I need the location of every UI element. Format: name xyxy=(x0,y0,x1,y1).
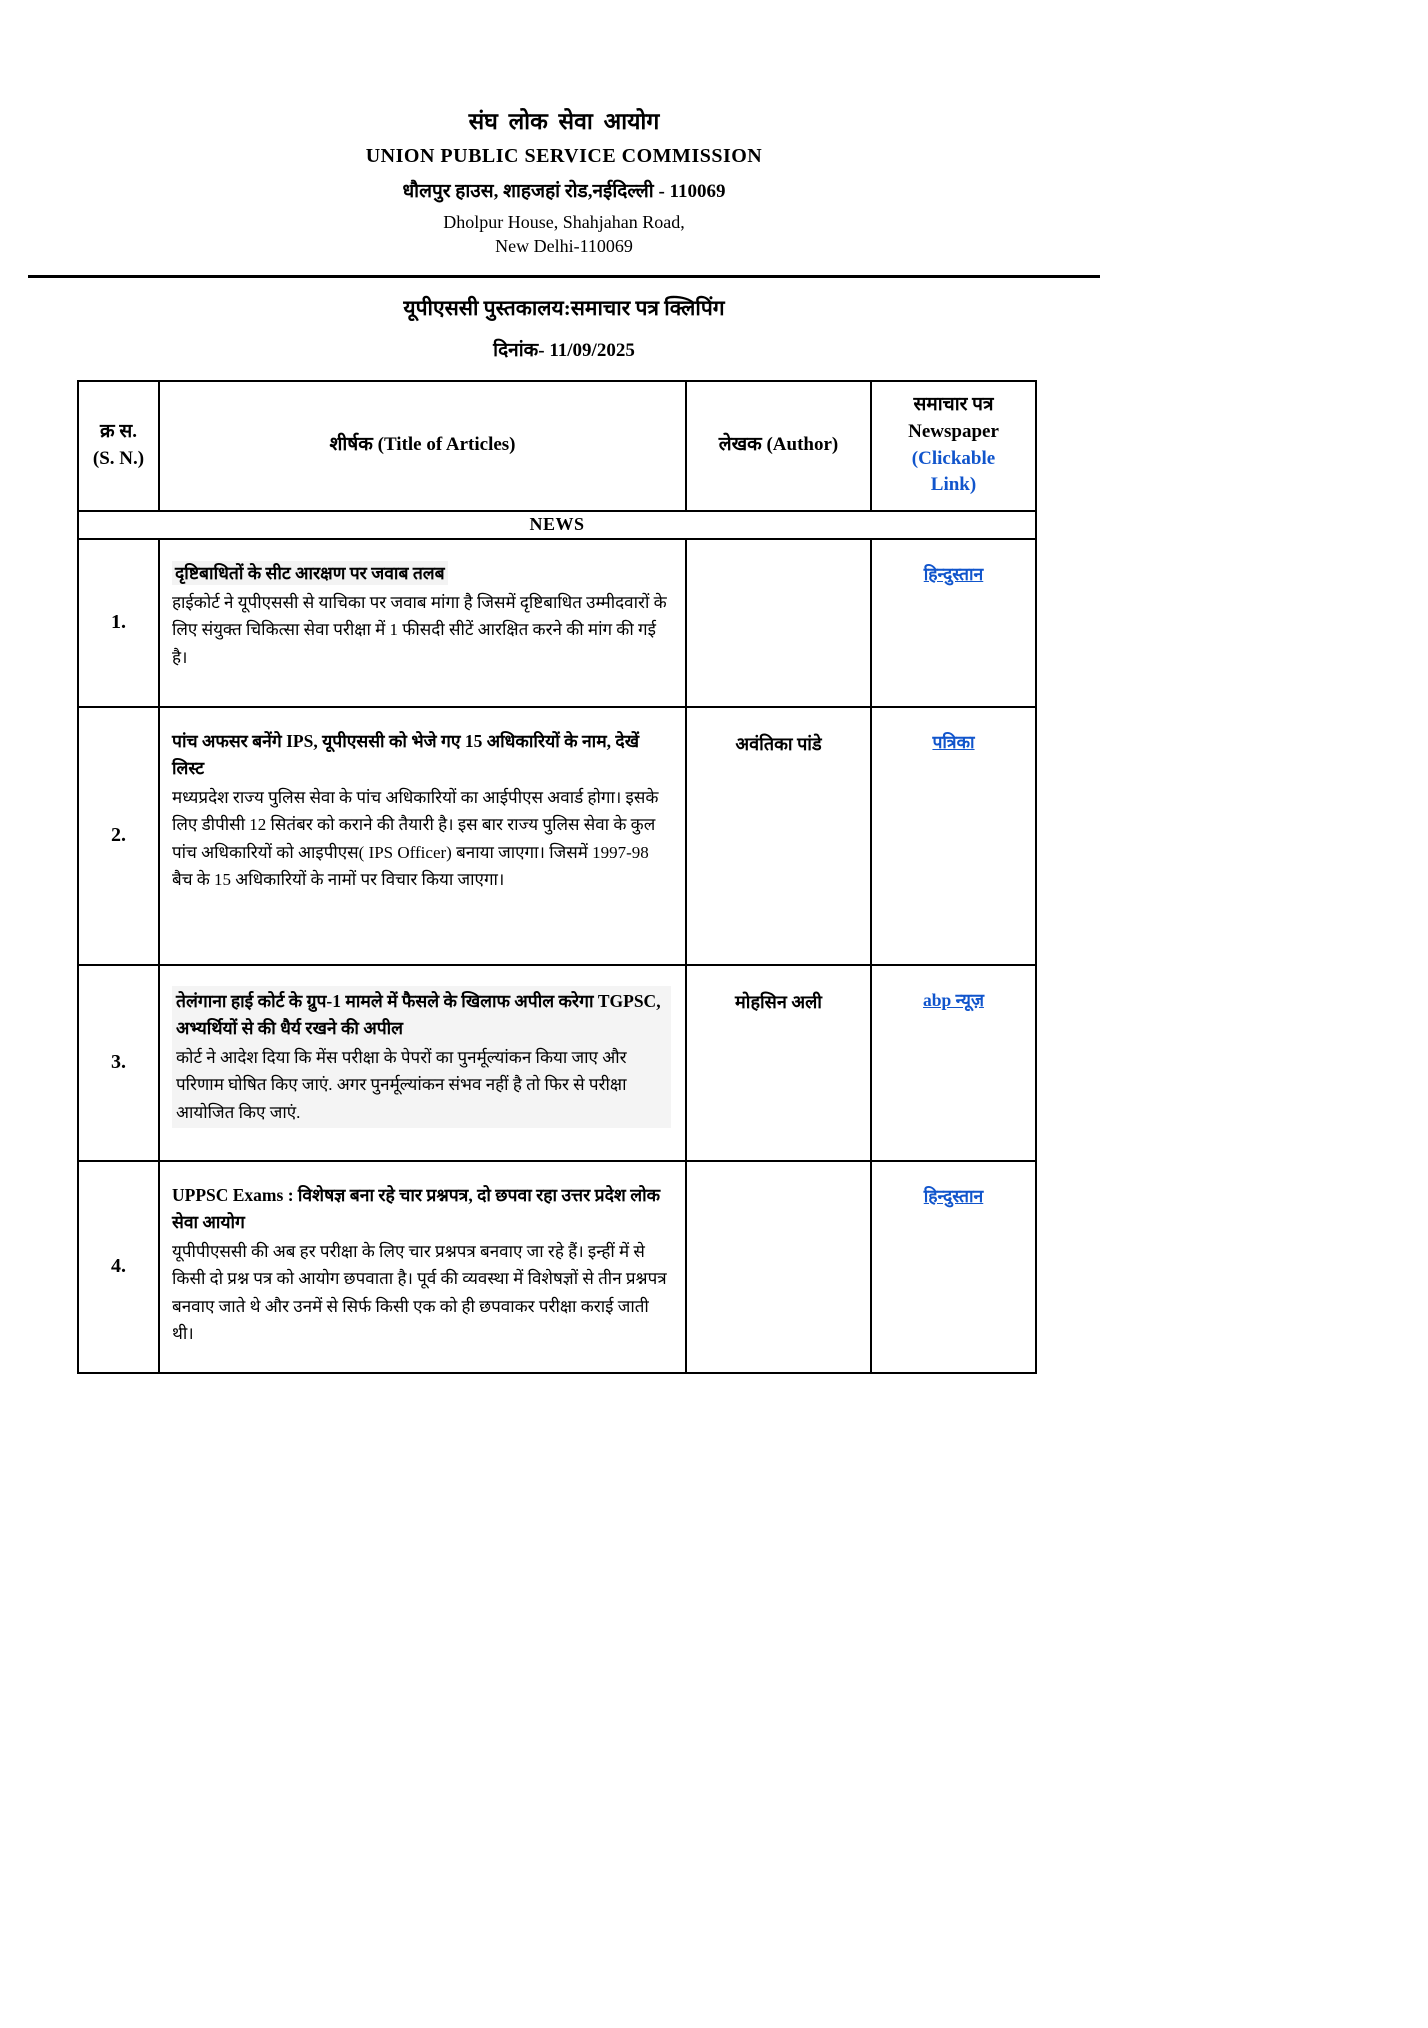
col-header-title: शीर्षक (Title of Articles) xyxy=(159,381,686,511)
article-row-2 xyxy=(78,707,1036,965)
address-hindi: धौलपुर हाउस, शाहजहां रोड,नईदिल्ली - 110069 xyxy=(402,181,726,202)
section-header-news: NEWS xyxy=(78,511,1036,539)
divider-line xyxy=(28,275,1100,278)
serial-number: 3. xyxy=(78,965,159,1161)
newspaper-link[interactable]: पत्रिका xyxy=(932,731,975,752)
serial-number: 4. xyxy=(78,1161,159,1373)
address-english-line1: Dholpur House, Shahjahan Road, xyxy=(443,212,685,232)
col-header-serial xyxy=(78,381,159,511)
col-header-author: लेखक (Author) xyxy=(686,381,871,511)
article-author xyxy=(686,539,871,707)
article-row-4 xyxy=(78,1161,1036,1373)
newspaper-link[interactable]: हिन्दुस्तान xyxy=(923,563,984,584)
article-title: UPPSC Exams : विशेषज्ञ बना रहे चार प्रश्नपत्र, दो छपवा रहा उत्तर प्रदेश लोक सेवा आयोग xyxy=(172,1184,661,1232)
col-header-newspaper xyxy=(871,381,1036,511)
article-summary: हाईकोर्ट ने यूपीएससी से याचिका पर जवाब मांगा है जिसमें दृष्टिबाधित उम्मीदवारों के लिए संयुक्त चिकित्सा सेवा परीक्षा में 1 फीसदी सीटें आरक्षित करने की मांग की गई है। xyxy=(172,592,667,667)
article-row-1 xyxy=(78,539,1036,707)
article-title: पांच अफसर बनेंगे IPS, यूपीएससी को भेजे गए 15 अधिकारियों के नाम, देखें लिस्ट xyxy=(172,730,640,778)
article-author: अवंतिका पांडे xyxy=(686,707,871,965)
newspaper-link[interactable]: हिन्दुस्तान xyxy=(923,1185,984,1206)
col-header-serial-hindi: क्र स. xyxy=(100,421,137,442)
col-header-clickable-link-note: (Clickable Link) xyxy=(911,447,996,496)
article-author: मोहसिन अली xyxy=(686,965,871,1161)
org-name-hindi: संघ लोक सेवा आयोग xyxy=(468,109,660,134)
article-row-3 xyxy=(78,965,1036,1161)
article-title: तेलंगाना हाई कोर्ट के ग्रुप-1 मामले में फैसले के खिलाफ अपील करेगा TGPSC, अभ्यर्थियों से की धैर्य रखने की अपील xyxy=(176,990,661,1038)
article-cell xyxy=(159,707,686,965)
article-title: दृष्टिबाधितों के सीट आरक्षण पर जवाब तलब xyxy=(172,561,448,585)
col-header-newspaper-hindi: समाचार पत्र xyxy=(913,394,994,416)
newspaper-cell xyxy=(871,539,1036,707)
article-author xyxy=(686,1161,871,1373)
col-header-newspaper-english: Newspaper xyxy=(908,421,999,442)
article-summary: मध्यप्रदेश राज्य पुलिस सेवा के पांच अधिकारियों का आईपीएस अवार्ड होगा। इसके लिए डीपीसी 12 सितंबर को कराने की तैयारी है। इस बार राज्य पुलिस सेवा के कुल पांच अधिकारियों को आइपीएस( IPS Officer) बनाया जाएगा। जिसमें 1997-98 बैच के 15 अधिकारियों के नामों पर विचार किया जाएगा। xyxy=(172,787,659,890)
article-cell xyxy=(159,965,686,1161)
article-cell xyxy=(159,1161,686,1373)
address-english-line2: New Delhi-110069 xyxy=(495,236,633,257)
newspaper-cell xyxy=(871,707,1036,965)
serial-number: 2. xyxy=(78,707,159,965)
newspaper-cell xyxy=(871,1161,1036,1373)
document-date: दिनांक- 11/09/2025 xyxy=(493,339,635,361)
article-cell xyxy=(159,539,686,707)
document-page xyxy=(28,0,1100,1374)
news-clippings-table xyxy=(77,380,1037,1374)
section-row xyxy=(78,511,1036,539)
letterhead xyxy=(28,0,1100,259)
newspaper-cell xyxy=(871,965,1036,1161)
document-title: यूपीएससी पुस्तकालय:समाचार पत्र क्लिपिंग xyxy=(403,295,725,320)
newspaper-link[interactable]: abp न्यूज़ xyxy=(923,989,984,1010)
serial-number: 1. xyxy=(78,539,159,707)
article-summary: कोर्ट ने आदेश दिया कि मेंस परीक्षा के पेपरों का पुनर्मूल्यांकन किया जाए और परिणाम घोषित किए जाएं. अगर पुनर्मूल्यांकन संभव नहीं है तो फिर से परीक्षा आयोजित किए जाएं. xyxy=(176,1047,627,1122)
col-header-serial-english: (S. N.) xyxy=(92,447,145,469)
org-name-english: UNION PUBLIC SERVICE COMMISSION xyxy=(365,145,763,167)
article-text-block xyxy=(172,986,671,1129)
table-header-row xyxy=(78,381,1036,511)
article-summary: यूपीपीएससी की अब हर परीक्षा के लिए चार प्रश्नपत्र बनवाए जा रहे हैं। इन्हीं में से किसी दो प्रश्न पत्र को आयोग छपवाता है। पूर्व की व्यवस्था में विशेषज्ञों से तीन प्रश्नपत्र बनवाए जाते थे और उनमें से सिर्फ किसी एक को ही छपवाकर परीक्षा कराई जाती थी। xyxy=(172,1241,667,1344)
